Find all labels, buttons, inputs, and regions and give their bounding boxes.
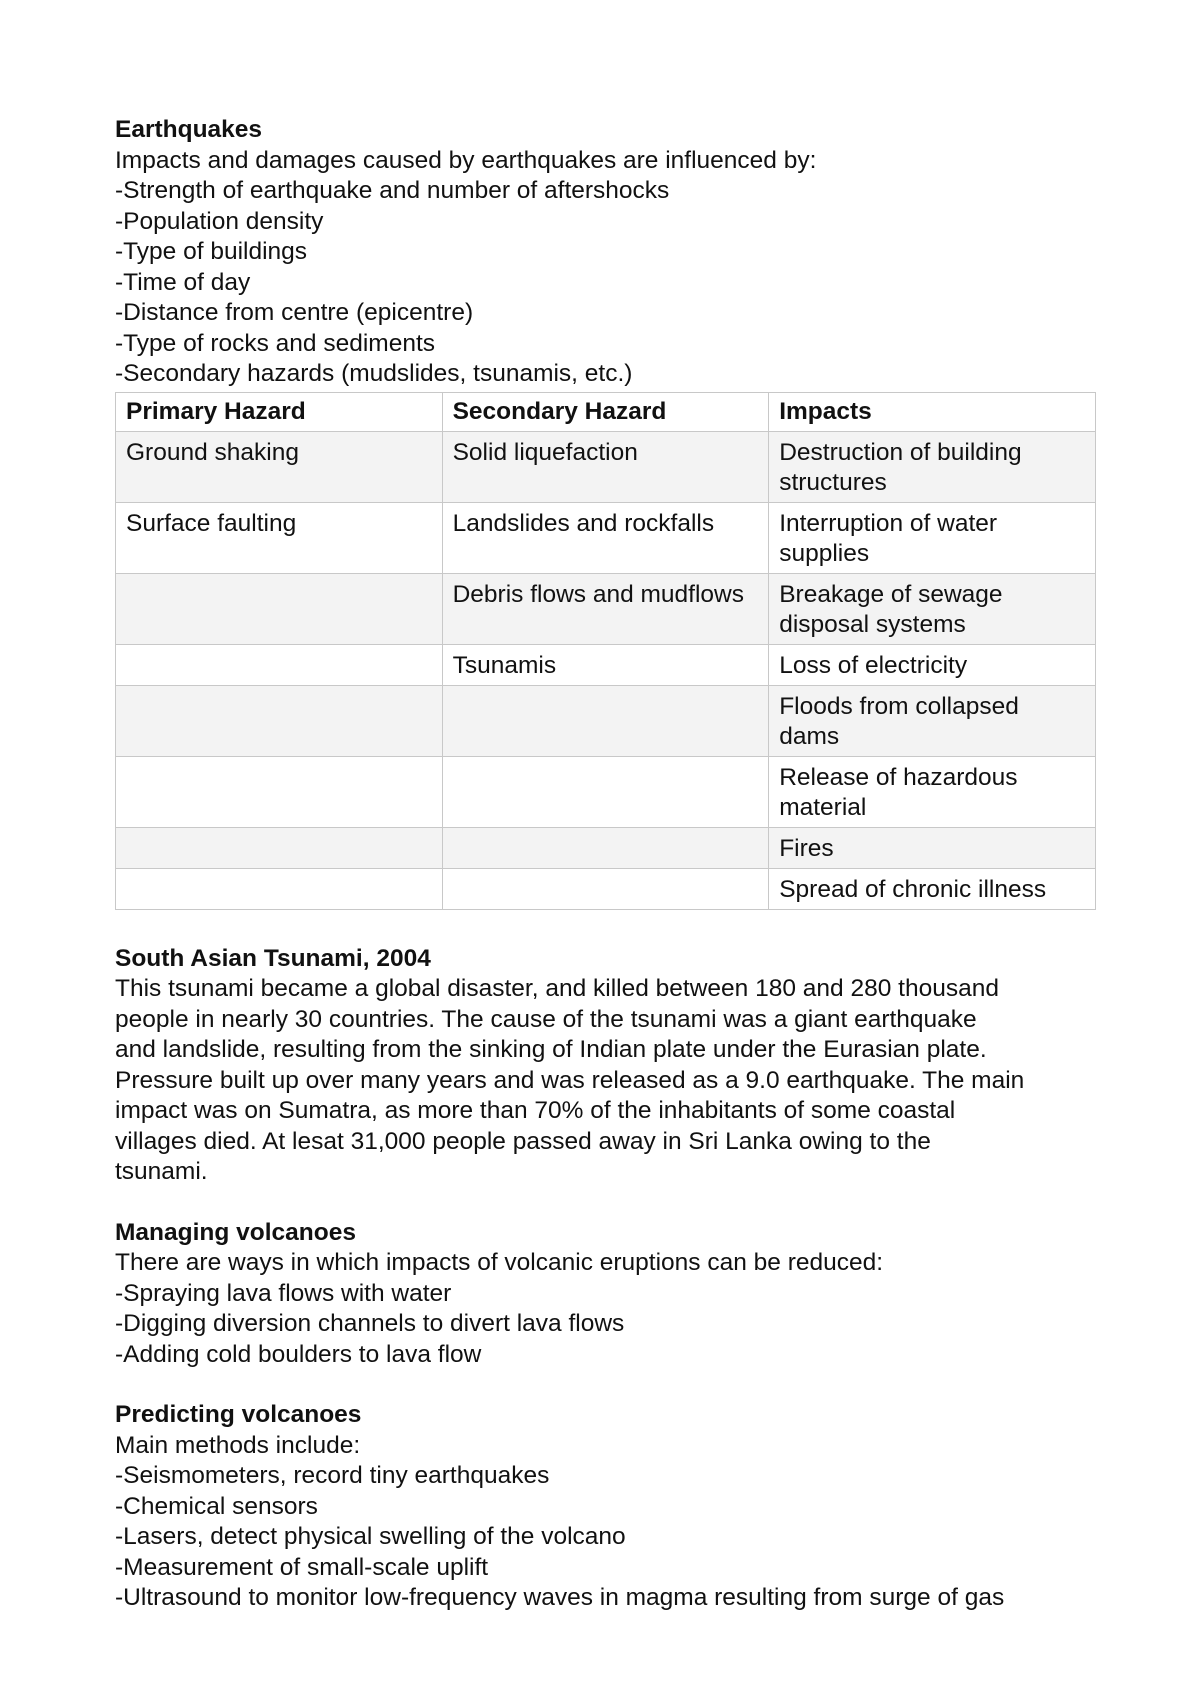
table-row [116, 431, 1096, 502]
table-cell: Landslides and rockfalls [442, 502, 769, 573]
tsunami-section [115, 944, 1095, 1188]
table-cell: Ground shaking [116, 431, 443, 502]
table-row [116, 502, 1096, 573]
document-page [115, 115, 1095, 1614]
table-cell [116, 756, 443, 827]
paragraph-line: people in nearly 30 countries. The cause of the tsunami was a giant earthquake [115, 1005, 977, 1033]
list-item: -Type of buildings [115, 238, 308, 265]
list-item: -Chemical sensors [115, 1492, 318, 1520]
table-row [116, 573, 1096, 644]
table-cell [116, 573, 443, 644]
paragraph-line: and landslide, resulting from the sinking of Indian plate under the Eurasian plate. [115, 1036, 987, 1063]
list-item: -Lasers, detect physical swelling of the volcano [115, 1523, 626, 1550]
table-row [116, 868, 1096, 909]
predicting-volcanoes-heading: Predicting volcanoes [115, 1401, 362, 1428]
list-item: -Digging diversion channels to divert lava flows [115, 1310, 625, 1337]
predicting-volcanoes-section [115, 1400, 1095, 1614]
table-cell: Debris flows and mudflows [442, 573, 769, 644]
list-item: -Population density [115, 207, 324, 235]
table-cell: Interruption of water supplies [769, 502, 1096, 573]
list-item: -Time of day [115, 268, 251, 296]
table-cell: Tsunamis [442, 644, 769, 685]
table-cell [442, 868, 769, 909]
paragraph-line: impact was on Sumatra, as more than 70% of the inhabitants of some coastal [115, 1097, 956, 1124]
list-item: -Secondary hazards (mudslides, tsunamis, etc.) [115, 360, 633, 387]
table-cell [442, 756, 769, 827]
table-cell: Loss of electricity [769, 644, 1096, 685]
tsunami-heading: South Asian Tsunami, 2004 [115, 944, 431, 972]
paragraph-line: This tsunami became a global disaster, and killed between 180 and 280 thousand [115, 975, 999, 1002]
list-item: -Type of rocks and sediments [115, 329, 436, 357]
earthquakes-section [115, 115, 1095, 910]
table-header-row [116, 392, 1096, 431]
column-header-impacts: Impacts [769, 392, 1096, 431]
hazards-table [115, 392, 1096, 910]
table-cell: Destruction of building structures [769, 431, 1096, 502]
list-item: -Ultrasound to monitor low-frequency waves in magma resulting from surge of gas [115, 1584, 1005, 1611]
table-cell [442, 827, 769, 868]
table-row [116, 756, 1096, 827]
table-cell: Breakage of sewage disposal systems [769, 573, 1096, 644]
column-header-primary-hazard: Primary Hazard [116, 392, 443, 431]
table-cell: Spread of chronic illness [769, 868, 1096, 909]
table-cell [116, 644, 443, 685]
table-cell: Fires [769, 827, 1096, 868]
list-item: -Strength of earthquake and number of aftershocks [115, 177, 670, 204]
table-cell [116, 827, 443, 868]
list-item: -Measurement of small-scale uplift [115, 1553, 489, 1581]
list-item: -Adding cold boulders to lava flow [115, 1340, 482, 1368]
managing-volcanoes-section [115, 1218, 1095, 1371]
table-cell: Floods from collapsed dams [769, 685, 1096, 756]
earthquake-factor-list [115, 176, 1095, 390]
paragraph-line: Pressure built up over many years and was released as a 9.0 earthquake. The main [115, 1066, 1025, 1094]
paragraph-line: tsunami. [115, 1158, 208, 1185]
table-cell [116, 868, 443, 909]
table-cell: Surface faulting [116, 502, 443, 573]
managing-volcanoes-intro: There are ways in which impacts of volcanic eruptions can be reduced: [115, 1249, 884, 1276]
paragraph-line: villages died. At lesat 31,000 people passed away in Sri Lanka owing to the [115, 1127, 931, 1155]
earthquakes-heading: Earthquakes [115, 116, 263, 143]
list-item: -Distance from centre (epicentre) [115, 299, 474, 326]
table-row [116, 827, 1096, 868]
table-cell [442, 685, 769, 756]
table-cell [116, 685, 443, 756]
predicting-volcanoes-intro: Main methods include: [115, 1431, 361, 1459]
managing-volcanoes-heading: Managing volcanoes [115, 1218, 356, 1246]
table-cell: Solid liquefaction [442, 431, 769, 502]
earthquakes-intro: Impacts and damages caused by earthquakes are influenced by: [115, 146, 817, 174]
table-row [116, 644, 1096, 685]
table-row [116, 685, 1096, 756]
column-header-secondary-hazard: Secondary Hazard [442, 392, 769, 431]
list-item: -Seismometers, record tiny earthquakes [115, 1462, 550, 1489]
list-item: -Spraying lava flows with water [115, 1279, 452, 1307]
table-cell: Release of hazardous material [769, 756, 1096, 827]
